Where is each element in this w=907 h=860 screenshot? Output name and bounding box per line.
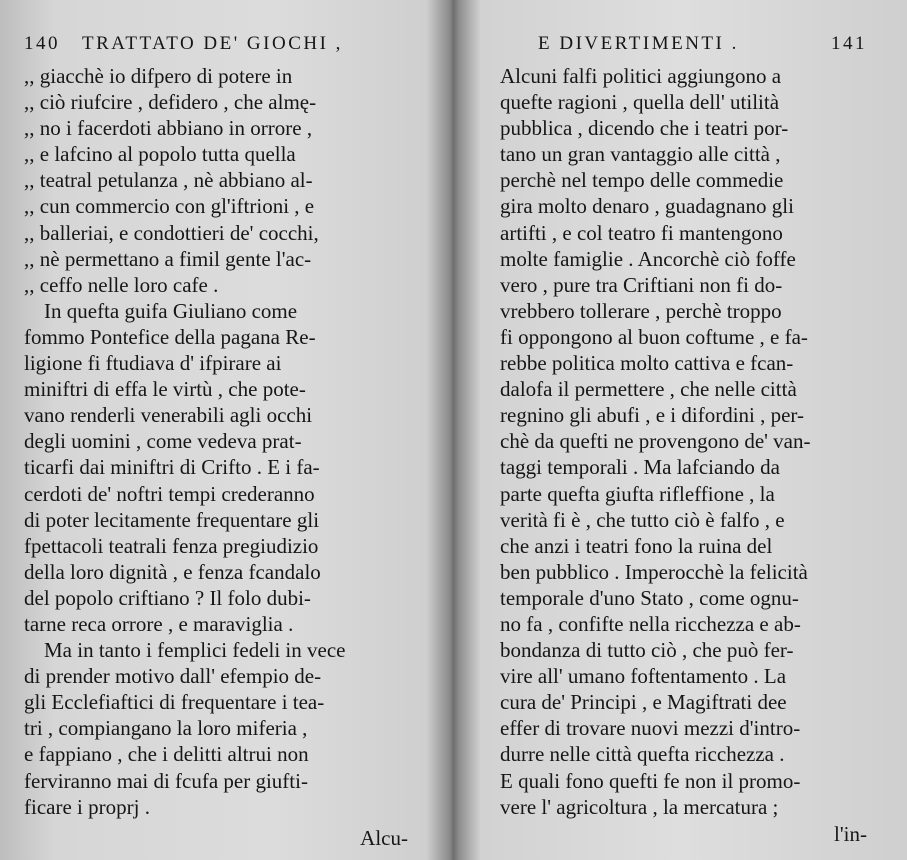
text-line: di poter lecitamente frequentare gli [24,507,320,532]
left-page-text [24,63,412,820]
text-line: e fappiano , che i delitti altrui non [24,742,309,767]
text-line: temporale d'uno Stato , come ognu- [500,585,799,610]
text-line: ficare i proprj . [24,794,150,819]
text-line: tarne reca orrore , e maraviglia . [24,611,294,636]
text-line: ,, giacchè io difpero di potere in [24,64,293,88]
right-page-header [500,33,867,63]
text-line: fpettacoli teatrali fenza pregiudizio [24,533,319,558]
text-line: E quali fono quefti fe non il promo- [500,768,801,793]
text-line: ,, ciò riufcire , defidero , che almę- [24,90,317,115]
right-page-number: 141 [831,33,867,54]
text-line: ,, no i facerdoti abbiano in orrore , [24,116,313,141]
text-line: Alcuni falfi politici aggiungono a [500,64,782,88]
text-line: vire all' umano foftentamento . La [500,664,787,689]
text-line: tano un gran vantaggio alle città , [500,142,781,167]
text-line: degli uomini , come vedeva prat- [24,429,302,454]
text-line: parte quefta giufta rifleffione , la [500,481,775,506]
text-line: gira molto denaro , guadagnano gli [500,194,794,219]
left-page-header [24,33,412,63]
text-line: regnino gli abufi , e i difordini , per- [500,403,804,428]
text-line: perchè nel tempo delle commedie [500,168,784,193]
text-line: artifti , e col teatro fi mantengono [500,220,783,245]
text-line: dalofa il permettere , che nelle città [500,377,797,402]
left-page [0,0,452,860]
left-page-number: 140 [24,33,60,54]
right-page-text [500,63,867,820]
right-running-title: E DIVERTIMENTI . [538,33,739,54]
text-line: Ma in tanto i femplici fedeli in vece [44,638,346,663]
text-line: ,, ceffo nelle loro cafe . [24,272,219,297]
text-line: che anzi i teatri fono la ruina del [500,533,773,558]
text-line: rebbe politica molto cattiva e fcan- [500,351,794,376]
text-line: ,, nè permettano a fimil gente l'ac- [24,246,312,271]
text-line: cerdoti de' noftri tempi crederanno [24,481,315,506]
text-line: vero , pure tra Criftiani non fi do- [500,272,783,297]
text-line: di prender motivo dall' efempio de- [24,664,322,689]
text-line: pubblica , dicendo che i teatri por- [500,116,789,141]
text-line: della loro dignità , e fenza fcandalo [24,559,321,584]
text-line: molte famiglie . Ancorchè ciò foffe [500,246,796,271]
text-line: verità fi è , che tutto ciò è falfo , e [500,507,785,532]
text-line: durre nelle città quefta ricchezza . [500,742,785,767]
text-line: vrebbero tollerare , perchè troppo [500,298,782,323]
text-line: ben pubblico . Imperocchè la felicità [500,559,808,584]
text-line: effer di trovare nuovi mezzi d'intro- [500,716,801,741]
text-line: tri , compiangano la loro miferia , [24,716,308,741]
text-line: In quefta guifa Giuliano come [44,298,298,323]
text-line: ,, cun commercio con gl'iftrioni , e [24,194,315,219]
text-line: vano renderli venerabili agli occhi [24,403,313,428]
text-line: ticarfi dai miniftri di Crifto . E i fa- [24,455,320,480]
text-line: del popolo criftiano ? Il folo dubi- [24,585,311,610]
text-line: chè da quefti ne provengono de' van- [500,429,811,454]
left-running-title: TRATTATO DE' GIOCHI , [82,33,343,54]
text-line: fommo Pontefice della pagana Re- [24,324,316,349]
text-line: ,, balleriai, e condottieri de' cocchi, [24,220,319,245]
text-line: gli Ecclefiaftici di frequentare i tea- [24,690,325,715]
text-line: ferviranno mai di fcufa per giufti- [24,768,308,793]
text-line: taggi temporali . Ma lafciando da [500,455,780,480]
right-page [456,0,907,860]
text-line: quefte ragioni , quella dell' utilità [500,90,780,115]
text-line: miniftri di effa le virtù , che pote- [24,377,306,402]
text-line: ,, e lafcino al popolo tutta quella [24,142,296,167]
text-line: ,, teatral petulanza , nè abbiano al- [24,168,313,193]
text-line: cura de' Principi , e Magiftrati dee [500,690,787,715]
text-line: fi oppongono al buon coftume , e fa- [500,324,808,349]
text-line: vere l' agricoltura , la mercatura ; [500,794,779,819]
right-catchword: l'in- [834,822,867,846]
text-line: bondanza di tutto ciò , che può fer- [500,638,794,663]
text-line: no fa , confifte nella ricchezza e ab- [500,611,801,636]
left-catchword: Alcu- [360,826,408,850]
text-line: ligione fi ftudiava d' ifpirare ai [24,351,282,376]
